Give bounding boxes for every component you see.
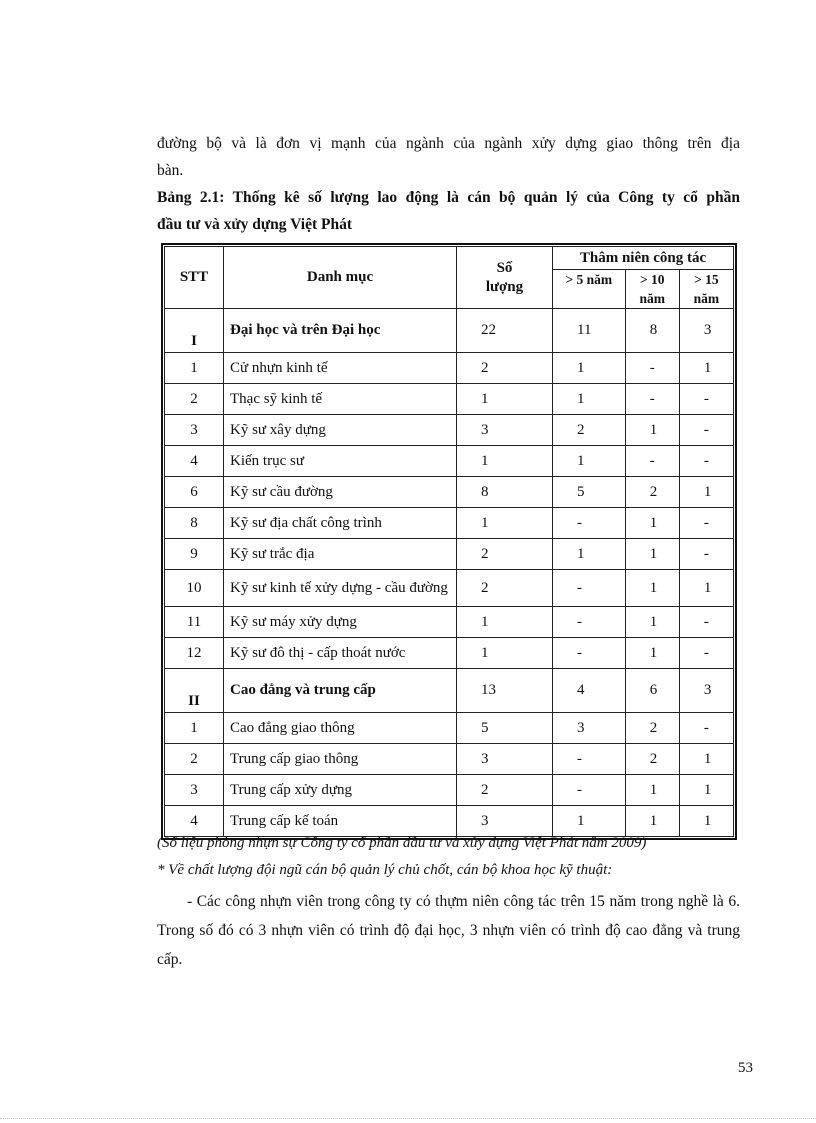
cell-stt: 3 bbox=[165, 415, 224, 446]
cell-stt: 1 bbox=[165, 713, 224, 744]
cell-over-15: 1 bbox=[679, 353, 733, 384]
intro-line-1: đường bộ và là đơn vị mạnh của ngành của ngành xửy dựng giao thông trên địa bbox=[157, 135, 740, 152]
cell-stt: 1 bbox=[165, 353, 224, 384]
cell-over-10: 8 bbox=[625, 309, 679, 353]
cell-over-5: - bbox=[553, 744, 626, 775]
header-over-5-years: > 5 năm bbox=[553, 270, 626, 309]
cell-over-15: 3 bbox=[679, 309, 733, 353]
cell-over-5: 2 bbox=[553, 415, 626, 446]
cell-over-10: 1 bbox=[625, 539, 679, 570]
cell-category: Trung cấp giao thông bbox=[224, 744, 457, 775]
table-row bbox=[165, 353, 734, 384]
table-row-group bbox=[165, 669, 734, 713]
cell-quantity: 1 bbox=[457, 446, 553, 477]
cell-over-10: 1 bbox=[625, 415, 679, 446]
table-row bbox=[165, 477, 734, 508]
cell-stt: I bbox=[165, 309, 224, 353]
cell-over-15: - bbox=[679, 384, 733, 415]
cell-over-15: - bbox=[679, 415, 733, 446]
cell-over-10: 1 bbox=[625, 607, 679, 638]
cell-category: Kỹ sư địa chất công trình bbox=[224, 508, 457, 539]
cell-quantity: 2 bbox=[457, 539, 553, 570]
cell-over-5: 5 bbox=[553, 477, 626, 508]
header-over-15-years bbox=[679, 270, 733, 309]
cell-category: Kỹ sư xây dựng bbox=[224, 415, 457, 446]
cell-over-10: - bbox=[625, 353, 679, 384]
cell-over-15: 1 bbox=[679, 744, 733, 775]
table-row bbox=[165, 713, 734, 744]
cell-over-15: - bbox=[679, 539, 733, 570]
cell-quantity: 13 bbox=[457, 669, 553, 713]
header-over-15-line-1: > 15 bbox=[694, 272, 719, 287]
caption-line-1: Bảng 2.1: Thống kê số lượng lao động là cán bộ quản lý của Công ty cổ phần bbox=[157, 189, 740, 206]
header-over-10-line-1: > 10 bbox=[639, 272, 665, 287]
cell-category: Kỹ sư đô thị - cấp thoát nước bbox=[224, 638, 457, 669]
table-row-group bbox=[165, 309, 734, 353]
cell-quantity: 1 bbox=[457, 384, 553, 415]
cell-over-5: 3 bbox=[553, 713, 626, 744]
page-bottom-divider bbox=[0, 1118, 816, 1119]
cell-over-10: 1 bbox=[625, 638, 679, 669]
cell-category: Kỹ sư cầu đường bbox=[224, 477, 457, 508]
cell-stt: 3 bbox=[165, 775, 224, 806]
cell-category: Cao đẳng và trung cấp bbox=[224, 669, 457, 713]
header-over-15-line-2: năm bbox=[693, 291, 720, 306]
cell-over-5: 11 bbox=[553, 309, 626, 353]
cell-over-15: 1 bbox=[679, 775, 733, 806]
cell-over-10: 2 bbox=[625, 713, 679, 744]
header-quantity-line-1: Số bbox=[496, 259, 513, 276]
cell-category: Kiến trục sư bbox=[224, 446, 457, 477]
cell-quantity: 22 bbox=[457, 309, 553, 353]
table-row bbox=[165, 607, 734, 638]
cell-over-15: - bbox=[679, 446, 733, 477]
cell-over-10: - bbox=[625, 384, 679, 415]
cell-over-5: - bbox=[553, 607, 626, 638]
cell-over-10: 1 bbox=[625, 775, 679, 806]
cell-over-15: - bbox=[679, 508, 733, 539]
cell-stt: 9 bbox=[165, 539, 224, 570]
table-row bbox=[165, 384, 734, 415]
cell-over-10: - bbox=[625, 446, 679, 477]
cell-over-5: 1 bbox=[553, 539, 626, 570]
cell-stt: 12 bbox=[165, 638, 224, 669]
cell-over-10: 2 bbox=[625, 744, 679, 775]
cell-stt: 2 bbox=[165, 744, 224, 775]
table-row bbox=[165, 415, 734, 446]
cell-over-10: 6 bbox=[625, 669, 679, 713]
table-row bbox=[165, 744, 734, 775]
cell-category: Trung cấp kế toán bbox=[224, 806, 457, 837]
cell-quantity: 8 bbox=[457, 477, 553, 508]
header-category: Danh mục bbox=[224, 247, 457, 309]
table-row bbox=[165, 508, 734, 539]
table-row bbox=[165, 638, 734, 669]
table-caption bbox=[157, 184, 740, 238]
cell-quantity: 1 bbox=[457, 607, 553, 638]
intro-line-2: bàn. bbox=[157, 162, 184, 179]
cell-over-10: 1 bbox=[625, 570, 679, 607]
cell-stt: II bbox=[165, 669, 224, 713]
table-row bbox=[165, 446, 734, 477]
cell-quantity: 3 bbox=[457, 744, 553, 775]
cell-over-15: 3 bbox=[679, 669, 733, 713]
cell-category: Trung cấp xửy dựng bbox=[224, 775, 457, 806]
management-staff-table bbox=[164, 246, 734, 837]
cell-over-5: - bbox=[553, 775, 626, 806]
cell-category: Cao đẳng giao thông bbox=[224, 713, 457, 744]
cell-stt: 4 bbox=[165, 806, 224, 837]
cell-category: Kỹ sư máy xửy dựng bbox=[224, 607, 457, 638]
cell-category: Kỹ sư trắc địa bbox=[224, 539, 457, 570]
header-stt: STT bbox=[165, 247, 224, 309]
header-over-10-years bbox=[625, 270, 679, 309]
cell-over-15: 1 bbox=[679, 570, 733, 607]
cell-category: Kỹ sư kinh tế xửy dựng - cầu đường bbox=[224, 570, 457, 607]
cell-over-5: - bbox=[553, 508, 626, 539]
cell-over-5: 4 bbox=[553, 669, 626, 713]
cell-over-5: - bbox=[553, 570, 626, 607]
table-row bbox=[165, 775, 734, 806]
cell-stt: 2 bbox=[165, 384, 224, 415]
cell-over-5: 1 bbox=[553, 446, 626, 477]
cell-quantity: 1 bbox=[457, 508, 553, 539]
cell-stt: 8 bbox=[165, 508, 224, 539]
cell-over-5: 1 bbox=[553, 384, 626, 415]
cell-over-15: 1 bbox=[679, 806, 733, 837]
cell-stt: 6 bbox=[165, 477, 224, 508]
table-row bbox=[165, 570, 734, 607]
cell-over-15: - bbox=[679, 713, 733, 744]
cell-over-10: 1 bbox=[625, 806, 679, 837]
cell-quantity: 3 bbox=[457, 806, 553, 837]
cell-quantity: 1 bbox=[457, 638, 553, 669]
cell-over-5: 1 bbox=[553, 353, 626, 384]
cell-over-10: 2 bbox=[625, 477, 679, 508]
cell-quantity: 2 bbox=[457, 775, 553, 806]
cell-quantity: 3 bbox=[457, 415, 553, 446]
cell-over-15: - bbox=[679, 607, 733, 638]
cell-stt: 11 bbox=[165, 607, 224, 638]
header-seniority: Thâm niên công tác bbox=[553, 247, 734, 270]
cell-quantity: 2 bbox=[457, 570, 553, 607]
table-source-note: (Số liệu phòng nhựn sự Công ty cổ phần đầu tư và xửy dựng Việt Phát năm 2009) bbox=[157, 835, 647, 851]
section-note: * Về chất lượng đội ngũ cán bộ quản lý chủ chốt, cán bộ khoa học kỹ thuật: bbox=[157, 862, 613, 878]
cell-category: Đại học và trên Đại học bbox=[224, 309, 457, 353]
cell-category: Cử nhựn kinh tế bbox=[224, 353, 457, 384]
body-paragraph: - Các công nhựn viên trong công ty có thựm niên công tác trên 15 năm trong nghề là 6. Trong số đó có 3 nhựn viên có trình độ đại học, 3 nhựn viên có trình độ cao đẳng và trung cấp. bbox=[157, 893, 740, 968]
header-over-10-line-2: năm bbox=[639, 291, 665, 306]
caption-line-2: đầu tư và xửy dựng Việt Phát bbox=[157, 216, 352, 233]
cell-stt: 10 bbox=[165, 570, 224, 607]
cell-over-10: 1 bbox=[625, 508, 679, 539]
page-number: 53 bbox=[738, 1060, 753, 1076]
table-row bbox=[165, 539, 734, 570]
cell-over-15: 1 bbox=[679, 477, 733, 508]
cell-over-15: - bbox=[679, 638, 733, 669]
cell-stt: 4 bbox=[165, 446, 224, 477]
cell-quantity: 5 bbox=[457, 713, 553, 744]
cell-over-5: - bbox=[553, 638, 626, 669]
header-quantity-line-2: lượng bbox=[485, 278, 524, 295]
header-quantity bbox=[457, 247, 553, 309]
cell-category: Thạc sỹ kinh tế bbox=[224, 384, 457, 415]
cell-over-5: 1 bbox=[553, 806, 626, 837]
cell-quantity: 2 bbox=[457, 353, 553, 384]
